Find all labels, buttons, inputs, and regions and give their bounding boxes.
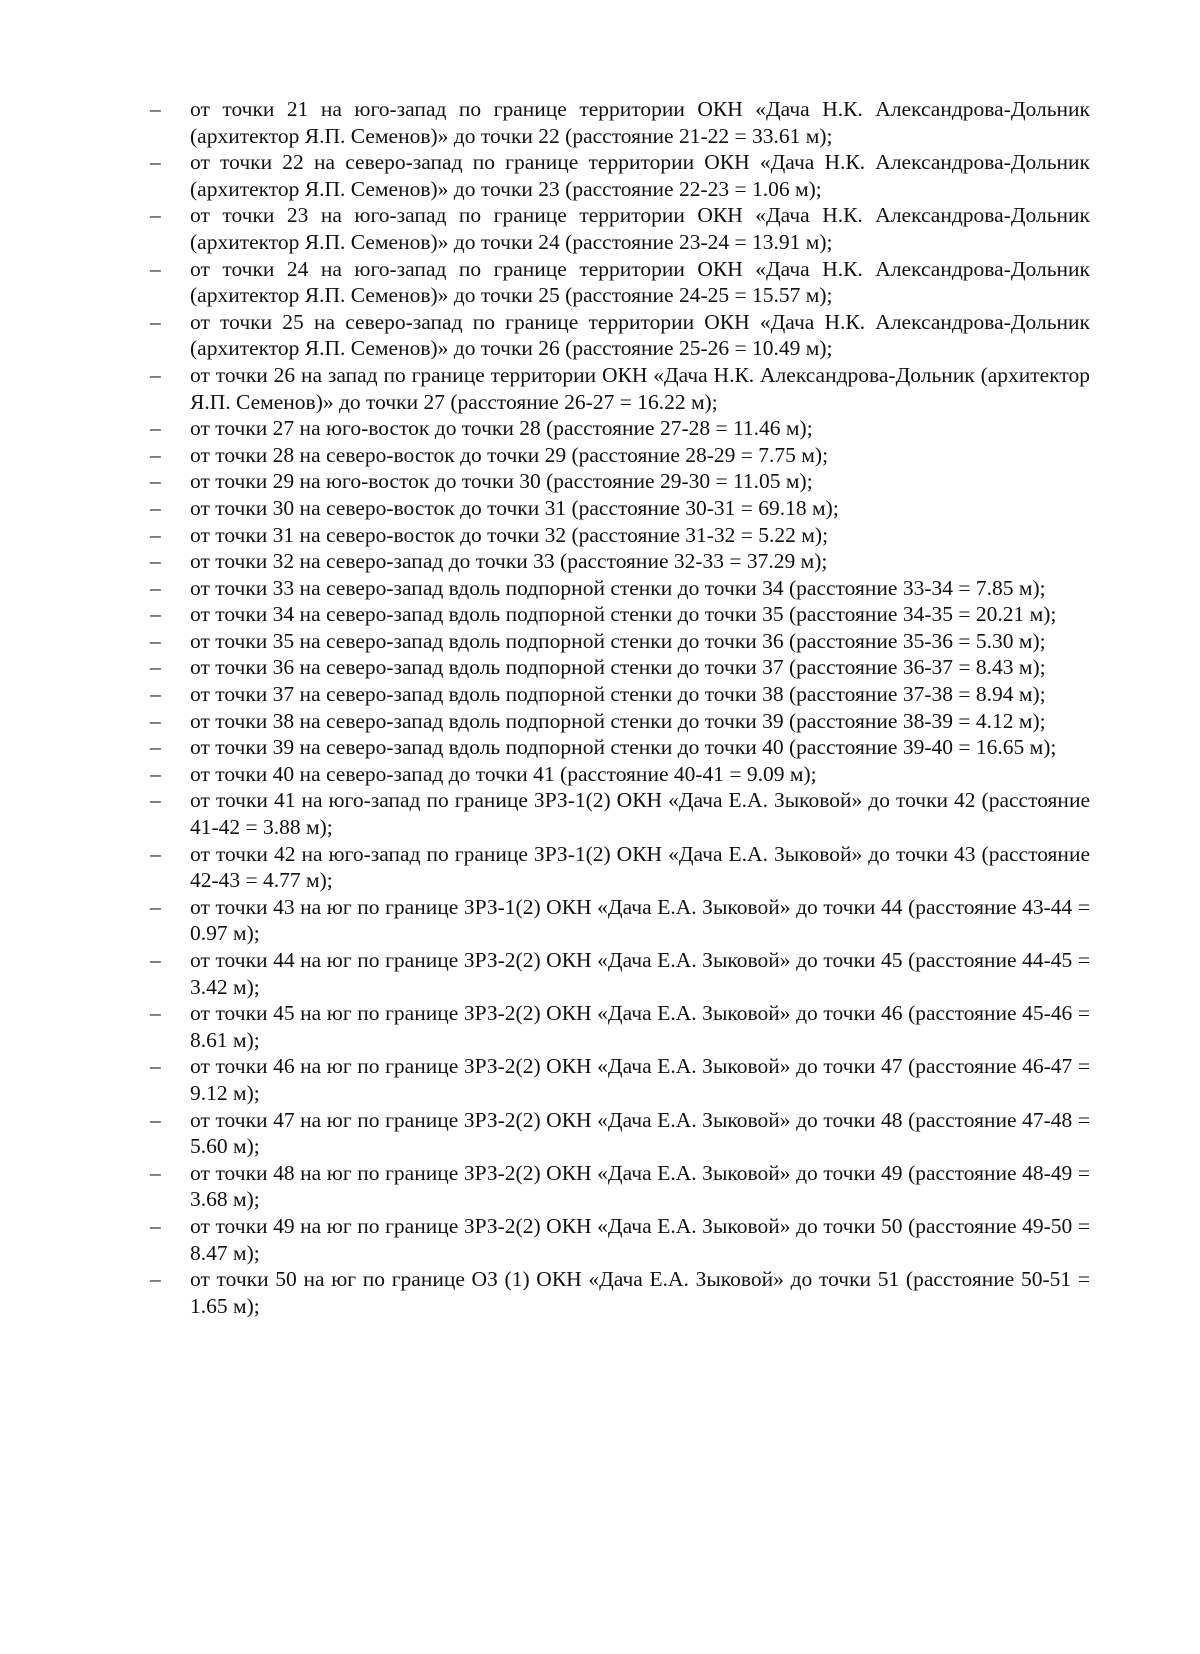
list-dash-marker: – <box>150 150 161 175</box>
list-item-text: от точки 31 на северо-восток до точки 32 (расстояние 31-32 = 5.22 м); <box>190 522 829 547</box>
list-item <box>150 1107 1090 1160</box>
list-item-text: от точки 29 на юго-восток до точки 30 (расстояние 29-30 = 11.05 м); <box>190 469 813 494</box>
list-item <box>150 202 1090 255</box>
list-item-text: от точки 50 на юг по границе ОЗ (1) ОКН «Дача Е.А. Зыковой» до точки 51 (расстояние 50-51 = 1.65 м); <box>190 1267 1090 1318</box>
list-item <box>150 1266 1090 1319</box>
list-item-text: от точки 23 на юго-запад по границе территории ОКН «Дача Н.К. Александрова-Дольник (архитектор Я.П. Семенов)» до точки 24 (расстояние 23-24 = 13.91 м); <box>190 203 1090 254</box>
list-item-text: от точки 46 на юг по границе ЗРЗ-2(2) ОКН «Дача Е.А. Зыковой» до точки 47 (расстояние 46-47 = 9.12 м); <box>190 1054 1090 1105</box>
list-item <box>150 96 1090 149</box>
list-dash-marker: – <box>150 469 161 494</box>
list-dash-marker: – <box>150 203 161 228</box>
list-item <box>150 575 1090 602</box>
list-item-text: от точки 42 на юго-запад по границе ЗРЗ-1(2) ОКН «Дача Е.А. Зыковой» до точки 43 (расстояние 42-43 = 4.77 м); <box>190 841 1090 893</box>
list-dash-marker: – <box>150 575 161 600</box>
boundary-description-list <box>150 96 1090 1319</box>
list-item-text: от точки 34 на северо-запад вдоль подпорной стенки до точки 35 (расстояние 34-35 = 20.21 м); <box>190 602 1057 627</box>
list-item-text: от точки 32 на северо-запад до точки 33 (расстояние 32-33 = 37.29 м); <box>190 549 828 574</box>
list-item-text: от точки 45 на юг по границе ЗРЗ-2(2) ОКН «Дача Е.А. Зыковой» до точки 46 (расстояние 45-46 = 8.61 м); <box>190 1001 1090 1052</box>
list-item-text: от точки 30 на северо-восток до точки 31 (расстояние 30-31 = 69.18 м); <box>190 495 839 520</box>
list-item <box>150 628 1090 655</box>
list-item <box>150 1213 1090 1266</box>
list-item <box>150 734 1090 761</box>
list-item <box>150 601 1090 628</box>
list-dash-marker: – <box>150 97 161 121</box>
list-dash-marker: – <box>150 841 161 866</box>
list-item-text: от точки 28 на северо-восток до точки 29 (расстояние 28-29 = 7.75 м); <box>190 442 829 467</box>
list-dash-marker: – <box>150 735 161 760</box>
list-item-text: от точки 33 на северо-запад вдоль подпорной стенки до точки 34 (расстояние 33-34 = 7.85 м); <box>190 575 1046 600</box>
list-dash-marker: – <box>150 549 161 574</box>
list-dash-marker: – <box>150 948 161 972</box>
list-dash-marker: – <box>150 522 161 547</box>
list-item-text: от точки 40 на северо-запад до точки 41 (расстояние 40-41 = 9.09 м); <box>190 761 817 786</box>
list-item <box>150 1053 1090 1106</box>
list-item <box>150 362 1090 415</box>
list-item <box>150 495 1090 522</box>
list-item-text: от точки 36 на северо-запад вдоль подпорной стенки до точки 37 (расстояние 36-37 = 8.43 м); <box>190 655 1046 680</box>
list-item <box>150 309 1090 362</box>
list-dash-marker: – <box>150 682 161 707</box>
list-dash-marker: – <box>150 602 161 627</box>
list-item-text: от точки 38 на северо-запад вдоль подпорной стенки до точки 39 (расстояние 38-39 = 4.12 м); <box>190 708 1046 733</box>
list-item <box>150 787 1090 840</box>
list-item-text: от точки 26 на запад по границе территории ОКН «Дача Н.К. Александрова-Дольник (архитектор Я.П. Семенов)» до точки 27 (расстояние 26-27 = 16.22 м); <box>190 362 1090 414</box>
list-item-text: от точки 41 на юго-запад по границе ЗРЗ-1(2) ОКН «Дача Е.А. Зыковой» до точки 42 (расстояние 41-42 = 3.88 м); <box>190 788 1090 840</box>
list-dash-marker: – <box>150 495 161 520</box>
list-item-text: от точки 48 на юг по границе ЗРЗ-2(2) ОКН «Дача Е.А. Зыковой» до точки 49 (расстояние 48-49 = 3.68 м); <box>190 1160 1090 1212</box>
list-dash-marker: – <box>150 1160 161 1185</box>
list-item <box>150 681 1090 708</box>
list-item <box>150 1160 1090 1213</box>
list-dash-marker: – <box>150 1001 161 1026</box>
list-item-text: от точки 25 на северо-запад по границе территории ОКН «Дача Н.К. Александрова-Дольник (архитектор Я.П. Семенов)» до точки 26 (расстояние 25-26 = 10.49 м); <box>190 309 1090 361</box>
list-dash-marker: – <box>150 708 161 733</box>
list-dash-marker: – <box>150 655 161 680</box>
list-dash-marker: – <box>150 442 161 467</box>
list-item <box>150 654 1090 681</box>
list-dash-marker: – <box>150 1107 161 1132</box>
list-item <box>150 708 1090 735</box>
list-item-text: от точки 21 на юго-запад по границе территории ОКН «Дача Н.К. Александрова-Дольник (архитектор Я.П. Семенов)» до точки 22 (расстояние 21-22 = 33.61 м); <box>190 97 1090 148</box>
list-dash-marker: – <box>150 1054 161 1079</box>
list-item <box>150 415 1090 442</box>
list-item <box>150 1000 1090 1053</box>
list-item <box>150 947 1090 1000</box>
list-dash-marker: – <box>150 256 161 281</box>
list-item <box>150 894 1090 947</box>
list-item-text: от точки 47 на юг по границе ЗРЗ-2(2) ОКН «Дача Е.А. Зыковой» до точки 48 (расстояние 47-48 = 5.60 м); <box>190 1107 1090 1159</box>
list-item <box>150 149 1090 202</box>
list-dash-marker: – <box>150 362 161 387</box>
list-dash-marker: – <box>150 309 161 334</box>
list-item-text: от точки 43 на юг по границе ЗРЗ-1(2) ОКН «Дача Е.А. Зыковой» до точки 44 (расстояние 43-44 = 0.97 м); <box>190 894 1090 946</box>
list-dash-marker: – <box>150 894 161 919</box>
list-item-text: от точки 44 на юг по границе ЗРЗ-2(2) ОКН «Дача Е.А. Зыковой» до точки 45 (расстояние 44-45 = 3.42 м); <box>190 948 1090 999</box>
list-item-text: от точки 24 на юго-запад по границе территории ОКН «Дача Н.К. Александрова-Дольник (архитектор Я.П. Семенов)» до точки 25 (расстояние 24-25 = 15.57 м); <box>190 256 1090 308</box>
list-dash-marker: – <box>150 416 161 441</box>
list-dash-marker: – <box>150 1213 161 1238</box>
list-item-text: от точки 37 на северо-запад вдоль подпорной стенки до точки 38 (расстояние 37-38 = 8.94 м); <box>190 682 1046 707</box>
list-item <box>150 841 1090 894</box>
list-item-text: от точки 35 на северо-запад вдоль подпорной стенки до точки 36 (расстояние 35-36 = 5.30 м); <box>190 628 1046 653</box>
list-item <box>150 256 1090 309</box>
list-item-text: от точки 49 на юг по границе ЗРЗ-2(2) ОКН «Дача Е.А. Зыковой» до точки 50 (расстояние 49-50 = 8.47 м); <box>190 1213 1090 1265</box>
list-dash-marker: – <box>150 788 161 813</box>
list-item <box>150 442 1090 469</box>
list-item-text: от точки 27 на юго-восток до точки 28 (расстояние 27-28 = 11.46 м); <box>190 416 813 441</box>
list-item <box>150 522 1090 549</box>
list-item-text: от точки 22 на северо-запад по границе территории ОКН «Дача Н.К. Александрова-Дольник (архитектор Я.П. Семенов)» до точки 23 (расстояние 22-23 = 1.06 м); <box>190 150 1090 201</box>
list-item <box>150 761 1090 788</box>
list-item <box>150 548 1090 575</box>
list-item <box>150 468 1090 495</box>
list-dash-marker: – <box>150 628 161 653</box>
list-dash-marker: – <box>150 761 161 786</box>
list-dash-marker: – <box>150 1267 161 1292</box>
list-item-text: от точки 39 на северо-запад вдоль подпорной стенки до точки 40 (расстояние 39-40 = 16.65 м); <box>190 735 1057 760</box>
